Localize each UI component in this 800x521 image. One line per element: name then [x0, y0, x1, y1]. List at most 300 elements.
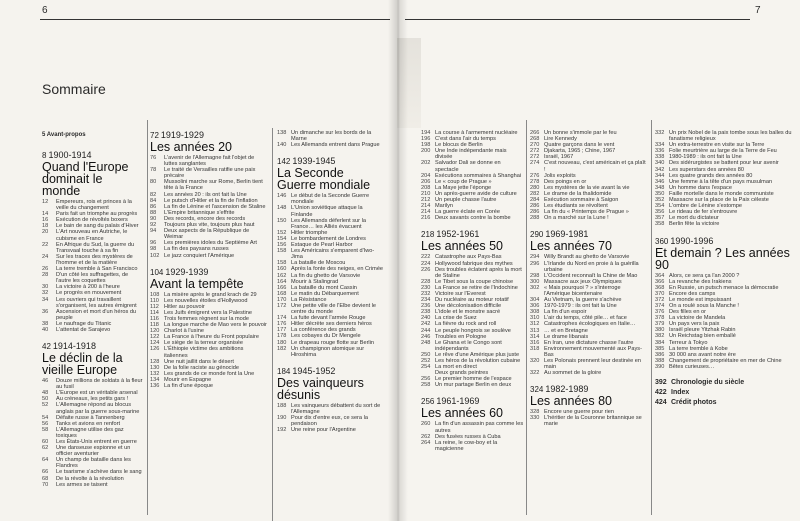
entry-page: 422 [655, 389, 667, 396]
entry-page: 310 [530, 315, 540, 322]
entry-title: Hitler au pouvoir [164, 303, 205, 310]
toc-entry [150, 179, 268, 191]
section-header [277, 156, 385, 166]
entry-page: 252 [421, 358, 431, 364]
entry-title: Les Polonais prennent leur destinée en main [544, 358, 642, 371]
entry-page: 152 [277, 229, 287, 236]
entry-title: Charlot à l'usine [164, 328, 204, 335]
entry-title: La conférence des grands [291, 327, 356, 334]
entry-title: Le drame de la thalidomide [544, 190, 612, 197]
entry-title: Le rideau de fer s'entrouvre [669, 209, 738, 216]
entry-page: 294 [530, 254, 540, 261]
entry-page: 88 [150, 209, 157, 216]
toc-entry [42, 229, 144, 241]
entry-page: 102 [150, 252, 160, 259]
entry-page: 132 [150, 370, 160, 377]
section-years: 1945-1952 [292, 365, 336, 376]
entry-title: Le début de la Seconde Guerre mondiale [291, 193, 370, 206]
entry-title: Troubles en Pologne [435, 333, 487, 340]
entry-page: 14 [42, 211, 49, 218]
section-title: Avant la tempête [150, 276, 244, 291]
toc-column-3 [277, 130, 385, 441]
entry-title: La Maye jette l'éponge [435, 184, 492, 191]
entry-title: Le drapeau rouge flotte sur Berlin [291, 339, 375, 346]
entry-page: 232 [421, 290, 431, 297]
entry-page: 268 [530, 136, 540, 143]
entry-page: 300 [530, 278, 540, 285]
section-title: Les années 50 [421, 239, 504, 254]
entry-page: 20 [42, 229, 49, 236]
entry-title: Empereurs, rois et princes à la veille du changement [56, 199, 132, 212]
entry-page: 172 [277, 302, 287, 309]
entry-page: 270 [530, 142, 540, 149]
entry-page: 372 [655, 296, 665, 303]
section-page: 72 [150, 131, 159, 140]
section-header [42, 341, 144, 351]
entry-title: Hitler décrète ses derniers héros [291, 321, 372, 328]
toc-column-5 [530, 130, 648, 436]
entry-page: 424 [655, 399, 667, 406]
toc-column-1 [42, 150, 144, 496]
entry-title: Estaque de Pearl Harbor [291, 242, 353, 249]
header-rule-left [40, 19, 390, 20]
entry-page: 110 [150, 297, 159, 304]
section-title: Des vainqueurs désunis [277, 375, 364, 402]
entry-page: 156 [277, 242, 287, 249]
entry-title: Les superstars des années 80 [669, 166, 744, 173]
entry-page: 274 [530, 160, 540, 167]
entry-page: 224 [421, 260, 431, 267]
section-years: 1990-1996 [670, 235, 714, 246]
entry-title: Un champ de bataille dans les Flandres [56, 457, 131, 470]
toc-entry [277, 193, 385, 205]
entry-page: 357 [655, 215, 665, 222]
entry-title: La longue marche de Mao vers le pouvoir [164, 322, 267, 329]
entry-title: Des troubles éclatent après la mort de Staline [435, 266, 522, 279]
entry-title: Salvador Dali se donne en spectacle [435, 160, 501, 173]
section-page: 184 [277, 366, 291, 376]
section-years: 1929-1939 [165, 266, 209, 277]
section-years: 1982-1989 [545, 384, 589, 395]
entry-page: 306 [530, 303, 540, 310]
entry-page: 122 [150, 334, 160, 341]
entry-page: 196 [421, 136, 431, 143]
entry-page: 246 [421, 333, 431, 340]
entry-title: Folie meurtrière au large de la Terre de Feu [669, 148, 777, 155]
entry-title: L'Allemagne utilise des gaz toxiques [56, 426, 124, 439]
entry-title: Les héros de la révolution cubaine [435, 358, 521, 364]
entry-title: L'Art nouveau en Autriche, le cubisme en France [56, 229, 128, 242]
section-page: 256 [421, 397, 435, 407]
toc-entry [42, 297, 144, 309]
entry-page: 318 [530, 345, 540, 352]
section-years: 1919-1929 [160, 130, 204, 140]
entry-title: La victoire de Mandela [669, 315, 726, 322]
entry-title: La victoire à 200 à l'heure [56, 284, 120, 291]
entry-page: 78 [150, 167, 157, 174]
entry-page: 384 [655, 339, 665, 346]
entry-title: Paris fait un triomphe au progrès [56, 211, 138, 218]
entry-title: Un mur partage Berlin en deux [435, 382, 512, 389]
entry-title: L'Union soviétique attaque la Finlande [291, 205, 363, 218]
toc-section [42, 150, 144, 333]
entry-page: 332 [655, 130, 665, 136]
entry-page: 256 [421, 376, 431, 383]
toc-section [277, 156, 385, 358]
entry-title: Les nouvelles étoiles d'Hollywood [164, 297, 248, 304]
entry-page: 38 [42, 320, 49, 327]
entry-page: 244 [421, 327, 431, 334]
entry-page: 48 [42, 390, 49, 397]
column-rule [147, 120, 148, 515]
entry-page: 82 [150, 191, 157, 198]
entry-title: Une nuit jaillit dans le désert [164, 358, 234, 365]
section-page: 324 [530, 385, 544, 395]
entry-page: 358 [655, 221, 665, 228]
entry-title: Les étudiants se révoltent [544, 203, 608, 210]
entry-title: La fin de Lénine et l'ascension de Staline [164, 203, 266, 210]
entry-page: 316 [530, 339, 540, 346]
entry-page: 56 [42, 420, 49, 427]
entry-page: 374 [655, 302, 665, 309]
entry-page: 354 [655, 203, 665, 210]
toc-column-4 [421, 130, 525, 460]
entry-title: La Résistance [291, 296, 327, 303]
entry-page: 370 [655, 290, 665, 297]
section-title: Les années 20 [150, 140, 233, 154]
entry-page: 28 [42, 272, 49, 279]
entry-title: Au sommet de la gloire [544, 370, 602, 377]
entry-title: Le bain de sang du palais d'Hiver [56, 223, 139, 230]
section-page: 42 [42, 342, 51, 352]
entry-page: 296 [530, 260, 540, 267]
entry-page: 84 [150, 197, 157, 204]
toc-section [655, 236, 795, 371]
toc-entry [150, 167, 268, 179]
entry-page: 32 [42, 290, 49, 297]
entry-title: En Russie, un putsch menace la démocratie [669, 284, 779, 291]
entry-title: D'un côté les suffragettes, de l'autre les coquettes [56, 272, 129, 285]
entry-title: L'Empire britannique s'effrite [164, 209, 235, 216]
entry-page: 348 [655, 184, 665, 191]
entry-title: Un bonne s'immole par le feu [544, 130, 617, 136]
entry-title: Une femme à la tête d'un pays musulman [669, 178, 773, 185]
entry-page: 177 [277, 327, 287, 334]
entry-page: 116 [150, 315, 159, 322]
entry-title: Mourir à Stalingrad [291, 278, 339, 285]
entry-title: Les Allemands déferlent sur la France… les Alliés évacuent [291, 217, 366, 230]
entry-page: 70 [42, 481, 49, 488]
entry-title: Des records, encore des records [164, 215, 246, 222]
book-gutter [388, 0, 408, 521]
entry-page: 302 [530, 284, 540, 291]
entry-title: La reine, le cow-boy et la magicienne [435, 439, 498, 452]
entry-page: 212 [421, 197, 431, 204]
entry-page: 118 [150, 322, 159, 329]
entry-page: 334 [655, 142, 665, 149]
entry-page: 344 [655, 172, 665, 179]
section-years: 1952-1961 [436, 229, 480, 240]
toc-entry [42, 457, 144, 469]
entry-page: 92 [150, 222, 157, 229]
extras-list [655, 378, 795, 408]
toc-entry [150, 383, 268, 389]
entry-page: 174 [277, 315, 287, 322]
entry-title: L'avenir de l'Allemagne fait l'objet de luttes sanglantes [164, 155, 255, 168]
section-page: 8 [42, 151, 47, 160]
entry-page: 22 [42, 241, 49, 248]
column-rule [526, 120, 527, 515]
entry-title: La fin d'une époque [164, 383, 213, 389]
entry-title: Deux aspects de la République de Weimar [164, 228, 250, 241]
entry-title: Willy Brandt au ghetto de Varsovie [544, 254, 630, 261]
entry-page: 120 [150, 328, 160, 335]
entry-title: Massacre sur la place de la Paix céleste [669, 197, 769, 204]
entry-page: 376 [655, 309, 665, 316]
entry-title: Catastrophes écologiques en Italie… [544, 321, 636, 328]
entry-title: Le bombardement de Londres [291, 235, 366, 242]
entry-title: Une Inde indépendante mais divisée [435, 148, 507, 161]
entry-page: 168 [277, 290, 287, 297]
entry-title: Un peuple chasse l'autre [435, 197, 497, 204]
toc-entry [42, 327, 144, 333]
entry-page: 248 [421, 339, 431, 346]
entry-page: 96 [150, 240, 157, 247]
entry-page: 262 [421, 433, 431, 440]
entry-page: 98 [150, 246, 157, 253]
entry-title: Un homme dans l'espace [669, 184, 732, 191]
toc-entry [421, 215, 525, 221]
entry-page: 34 [42, 296, 49, 303]
entry-title: Le mort du dictateur [669, 215, 719, 222]
toc-entry [42, 427, 144, 439]
entry-title: Changement de propriétaire en mer de Chine [669, 357, 782, 364]
entry-page: 272 [530, 154, 540, 161]
entry-page: 298 [530, 272, 540, 279]
entry-page: 350 [655, 190, 665, 197]
entry-title: Index [671, 389, 690, 396]
entry-title: Terreur à Tokyo [669, 339, 708, 346]
entry-page: 114 [150, 309, 159, 316]
extra-entry [655, 388, 795, 398]
section-header [530, 229, 648, 239]
entry-title: Des filles en or [669, 309, 706, 316]
entry-title: L'attentat de Sarajevo [56, 326, 111, 333]
entry-page: 230 [421, 284, 431, 291]
entry-page: 146 [277, 193, 287, 200]
avant-propos: 5 Avant-propos [42, 132, 86, 138]
toc-entry [421, 340, 525, 352]
section-header [150, 267, 268, 277]
entry-title: Bêtes curieuses… [669, 363, 715, 370]
toc-entry [421, 382, 525, 388]
entry-title: Le putsch d'Hitler et la fin de l'inflation [164, 197, 258, 204]
toc-entry [277, 415, 385, 427]
entry-title: Un prix Nobel de la paix tombe sous les balles du fanatisme religieux [669, 130, 792, 143]
toc-section [421, 130, 525, 221]
entry-title: Des sidérurgistes se battent pour leur avenir [669, 160, 779, 167]
entry-title: Deux grands peintres [435, 370, 489, 377]
toc-entry [277, 427, 385, 433]
entry-page: 64 [42, 457, 49, 464]
entry-title: La crise de Suez [435, 315, 477, 322]
entry-title: Sur les traces des mystères de l'homme et de la matière [56, 253, 133, 266]
toc-entry [42, 482, 144, 488]
entry-page: 58 [42, 426, 49, 433]
entry-page: 382 [655, 333, 665, 340]
section-years: 1961-1969 [436, 396, 480, 407]
column-rule [651, 120, 652, 515]
entry-page: 272 [530, 148, 540, 155]
toc-entry [530, 415, 648, 427]
entry-title: Les cobayes du Dr Mengele [291, 333, 361, 340]
entry-title: Encore une guerre pour rien [544, 409, 614, 416]
toc-entry [42, 242, 144, 254]
entry-title: 1970-1979 : ils ont fait la Une [544, 303, 617, 310]
entry-title: Les vainqueurs débattent du sort de l'Allemagne [291, 402, 381, 415]
entry-page: 150 [277, 217, 287, 224]
toc-section [655, 130, 795, 228]
entry-title: La fuite devant l'armée Rouge [291, 315, 366, 322]
entry-title: Chronologie du siècle [671, 379, 745, 386]
entry-page: 266 [530, 130, 540, 136]
entry-title: Le blocus de Berlin [435, 142, 483, 149]
entry-title: Les premières idoles du Septième Art [164, 240, 257, 247]
entry-page: 178 [277, 333, 287, 340]
entry-title: Les armes se taisent [56, 481, 108, 488]
entry-title: Le naufrage du Titanic [56, 320, 112, 327]
section-page: 360 [655, 236, 669, 246]
entry-title: Les États-Unis entrent en guerre [56, 439, 137, 445]
toc-entry [277, 218, 385, 230]
entry-title: Un Reichstag bien emballé [669, 333, 736, 340]
entry-page: 378 [655, 315, 665, 322]
entry-page: 162 [277, 272, 287, 279]
entry-page: 214 [421, 203, 431, 210]
entry-page: 176 [277, 321, 287, 328]
toc-column-6 [655, 130, 795, 408]
section-years: 1939-1945 [292, 156, 336, 167]
entry-title: L'ombre de Lénine s'estompe [669, 203, 743, 210]
section-header [655, 236, 795, 246]
toc-entry [277, 248, 385, 260]
entry-page: 160 [277, 266, 287, 273]
entry-page: 134 [150, 376, 160, 383]
toc-entry [655, 130, 795, 142]
entry-page: 30 [42, 284, 49, 291]
entry-title: Un extra-terrestre en visite sur la Terre [669, 142, 765, 149]
entry-title: La revanche des Irakiens [669, 278, 732, 285]
entry-page: 342 [655, 166, 665, 173]
entry-page: 12 [42, 199, 49, 205]
entry-title: Pour dix d'entre eux, ce sera la pendaison [291, 415, 368, 428]
entry-page: 366 [655, 278, 665, 285]
section-title: La Seconde Guerre mondiale [277, 166, 371, 193]
entry-page: 286 [530, 203, 540, 210]
entry-page: 250 [421, 351, 431, 358]
entry-title: La fin des paysans russes [164, 246, 229, 253]
entry-page: 200 [421, 148, 431, 155]
entry-title: Les Juifs émigrent vers la Palestine [164, 309, 252, 316]
entry-page: 68 [42, 475, 49, 482]
entry-title: Crédit photos [671, 399, 717, 406]
entry-title: Israël, 1967 [544, 154, 574, 161]
toc-entry [150, 253, 268, 259]
entry-title: On a roulé sous la Manche ! [669, 302, 739, 309]
entry-title: Le siège de la terreur organisée [164, 340, 243, 347]
section-header [42, 150, 144, 160]
entry-title: En Iran, une dictature chasse l'autre [544, 339, 634, 346]
toc-entry [150, 346, 268, 358]
entry-page: 158 [277, 248, 287, 255]
entry-page: 364 [655, 272, 665, 279]
toc-entry [277, 130, 385, 142]
toc-entry [150, 228, 268, 240]
entry-page: 380 [655, 327, 665, 334]
section-page: 104 [150, 267, 164, 277]
entry-title: Un champignon atomique sur Hiroshima [291, 345, 365, 358]
toc-entry [42, 445, 144, 457]
section-page: 218 [421, 230, 435, 240]
entry-page: 170 [277, 296, 287, 303]
entry-title: Un pays vers la paix [669, 321, 720, 328]
entry-title: Les ouvriers qui travaillent s'organisent, les autres émigrent [56, 296, 137, 309]
entry-page: 308 [530, 309, 540, 316]
entry-title: La France à l'heure du Front populaire [164, 334, 259, 341]
entry-page: 202 [421, 160, 431, 167]
toc-section [277, 366, 385, 433]
toc-entry [42, 199, 144, 211]
section-title: Quand l'Europe dominait le monde [42, 160, 129, 198]
entry-page: 222 [421, 254, 431, 261]
entry-title: Environnement mouvementé aux Pays-Bas [544, 345, 642, 358]
entry-title: Hollywood fabrique des mythes [435, 260, 513, 267]
entry-title: Après la fonte des neiges, en Crimée [291, 266, 384, 273]
entry-page: 24 [42, 253, 49, 260]
entry-page: 282 [530, 190, 540, 197]
page-number-right: 7 [755, 5, 761, 16]
entry-title: Le traité de Versailles ratifie une paix précaire [164, 167, 256, 180]
toc-entry [530, 160, 648, 172]
entry-title: Lire Kennedy [544, 136, 577, 143]
entry-title: La mort en direct [435, 364, 477, 371]
entry-page: 164 [277, 278, 287, 285]
entry-title: Ascension et mort d'un héros du peuple [56, 308, 137, 321]
toc-entry [150, 155, 268, 167]
entry-title: Défaite russe à Tannenberg [56, 414, 125, 421]
entry-page: 18 [42, 223, 49, 230]
toc-entry [530, 358, 648, 370]
section-title: Les années 70 [530, 239, 613, 254]
entry-page: 240 [421, 315, 431, 322]
entry-page: 60 [42, 439, 49, 445]
entry-title: Le rêve d'une Amérique plus juste [435, 351, 520, 358]
entry-title: Exécution de révoltés boxers [56, 217, 128, 224]
entry-page: 46 [42, 378, 49, 385]
entry-title: La course à l'armement nucléaire [435, 130, 518, 136]
section-header [530, 384, 648, 394]
entry-page: 392 [655, 379, 667, 386]
toc-section [530, 130, 648, 221]
entry-page: 320 [530, 358, 540, 364]
page-title: Sommaire [42, 81, 106, 97]
toc-entry [530, 215, 648, 221]
toc-entry [530, 346, 648, 358]
entry-page: 314 [530, 333, 540, 340]
entry-page: 130 [150, 364, 160, 371]
entry-page: 126 [150, 346, 160, 353]
entry-page: 166 [277, 284, 287, 291]
